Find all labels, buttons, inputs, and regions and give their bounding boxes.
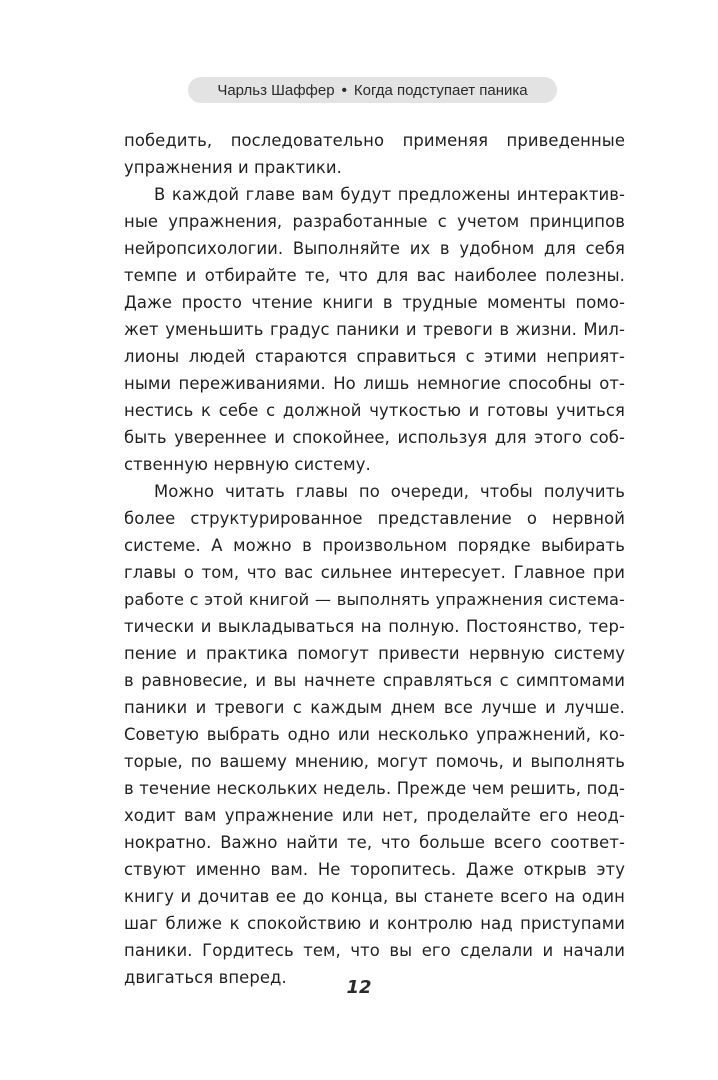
text-line: нейропсихологии. Выполняйте их в удобном для себя bbox=[124, 239, 625, 258]
text-line: Даже просто чтение книги в трудные моменты помо- bbox=[124, 293, 625, 312]
text-line: тически и выкладываться на полную. Постоянство, тер- bbox=[124, 617, 625, 636]
text-line: книгу и дочитав ее до конца, вы станете всего на один bbox=[124, 887, 625, 906]
text-line: быть увереннее и спокойнее, используя для этого соб- bbox=[124, 428, 625, 447]
text-line: шаг ближе к спокойствию и контролю над приступами bbox=[124, 914, 625, 933]
text-line: двигаться вперед. bbox=[124, 968, 287, 987]
text-line: торые, по вашему мнению, могут помочь, и выполнять bbox=[124, 752, 625, 771]
text-line: Советую выбрать одно или несколько упражнений, ко- bbox=[124, 725, 625, 744]
text-line: Можно читать главы по очереди, чтобы получить bbox=[154, 482, 625, 501]
text-line: системе. А можно в произвольном порядке выбирать bbox=[124, 536, 625, 555]
header-author: Чарльз Шаффер bbox=[217, 81, 335, 99]
running-header bbox=[188, 77, 557, 103]
text-line: ствуют именно вам. Не торопитесь. Даже открыв эту bbox=[124, 860, 625, 879]
text-line: нократно. Важно найти те, что больше всего соответ- bbox=[124, 833, 625, 852]
header-book-title: Когда подступает паника bbox=[353, 81, 528, 99]
text-line: жет уменьшить градус паники и тревоги в жизни. Мил- bbox=[124, 320, 625, 339]
text-line: ные упражнения, разработанные с учетом принципов bbox=[124, 212, 625, 231]
text-line: работе с этой книгой — выполнять упражнения система- bbox=[124, 590, 625, 609]
text-line: главы о том, что вас сильнее интересует. Главное при bbox=[124, 563, 625, 582]
text-line: победить, последовательно применяя приведенные bbox=[124, 131, 625, 150]
page-number: 12 bbox=[346, 977, 372, 998]
text-line: нестись к себе с должной чуткостью и готовы учиться bbox=[124, 401, 625, 420]
text-line: более структурированное представление о нервной bbox=[124, 509, 625, 528]
text-line: в равновесие, и вы начнете справляться с симптомами bbox=[124, 671, 625, 690]
text-line: лионы людей стараются справиться с этими неприят- bbox=[124, 347, 625, 366]
text-line: пение и практика помогут привести нервную систему bbox=[124, 644, 625, 663]
body-text bbox=[124, 127, 625, 991]
text-line: упражнения и практики. bbox=[124, 158, 342, 177]
text-line: паники и тревоги с каждым днем все лучше и лучше. bbox=[124, 698, 625, 717]
text-line: в течение нескольких недель. Прежде чем решить, под- bbox=[124, 779, 625, 798]
text-line: ходит вам упражнение или нет, проделайте его неод- bbox=[124, 806, 625, 825]
text-line: ными переживаниями. Но лишь немногие способны от- bbox=[124, 374, 625, 393]
text-line: В каждой главе вам будут предложены интерактив- bbox=[154, 185, 625, 204]
text-line: темпе и отбирайте те, что для вас наиболее полезны. bbox=[124, 266, 625, 285]
header-separator: • bbox=[341, 81, 347, 99]
text-line: паники. Гордитесь тем, что вы его сделали и начали bbox=[124, 941, 625, 960]
text-line: ственную нервную систему. bbox=[124, 455, 371, 474]
